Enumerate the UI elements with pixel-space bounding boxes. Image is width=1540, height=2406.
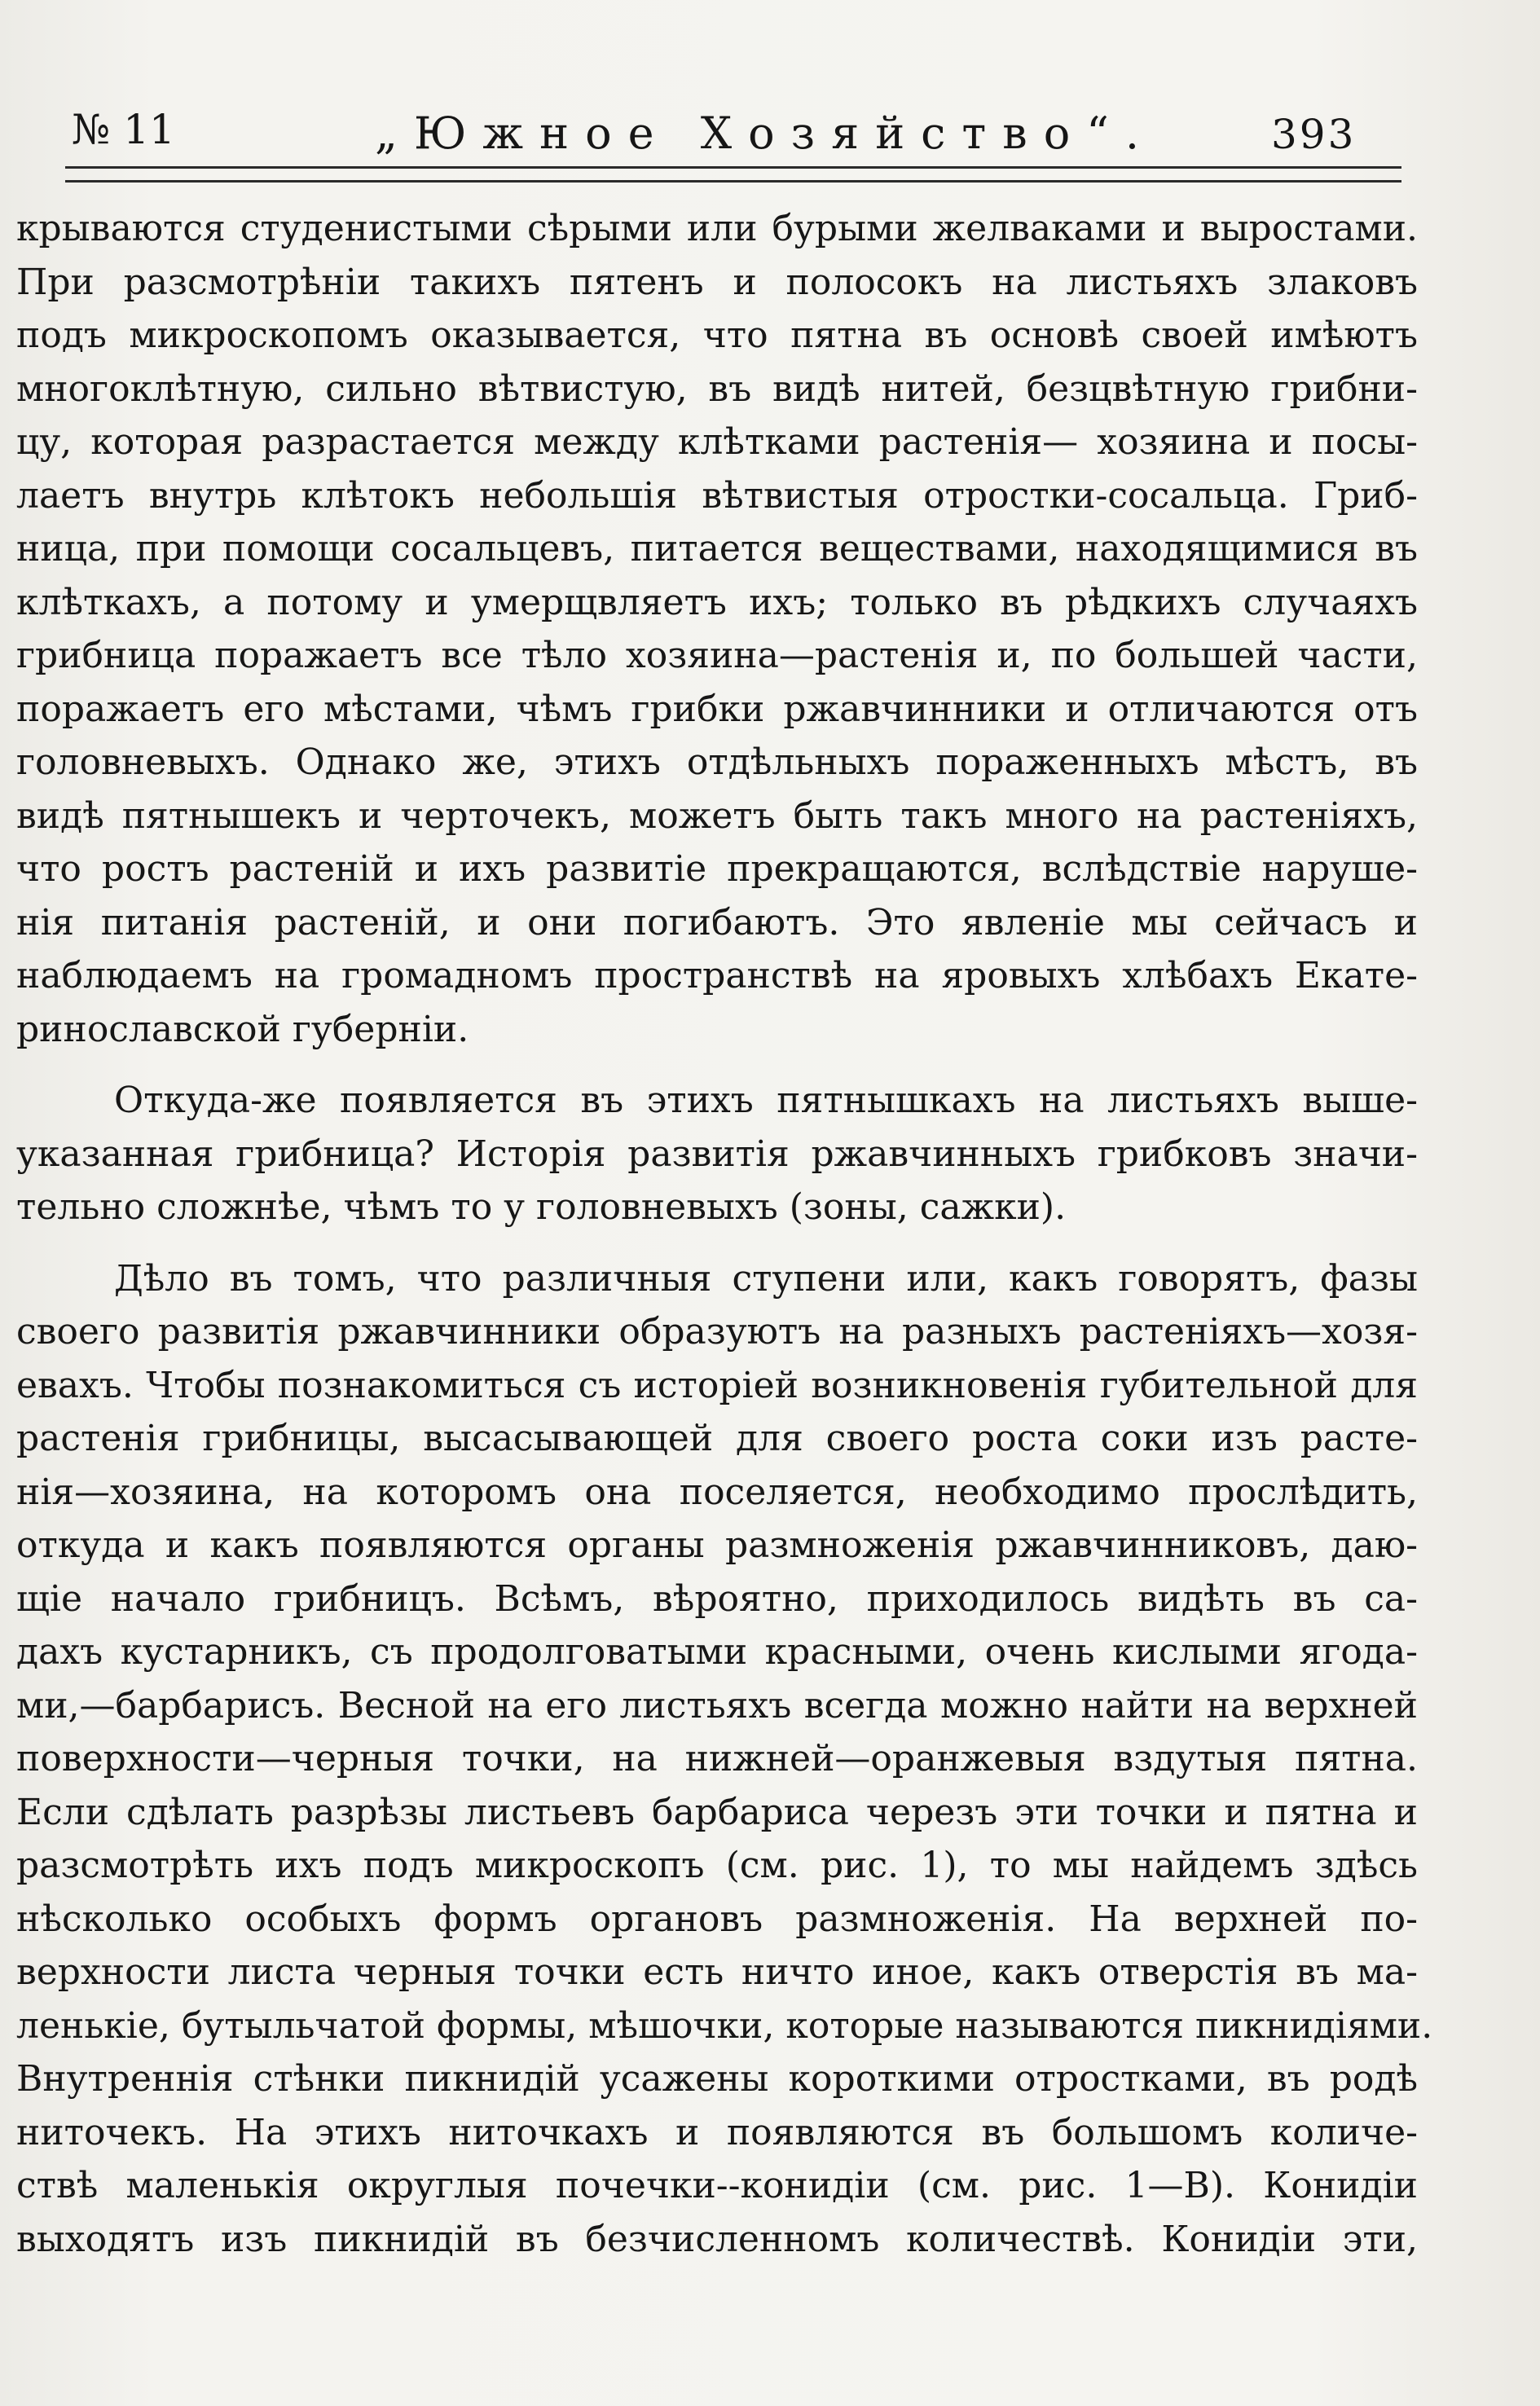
paragraph-1: [16, 202, 1418, 1056]
text-line: видѣ пятнышекъ и черточекъ, можетъ быть такъ много на растеніяхъ,: [16, 794, 1418, 837]
article-body: [16, 202, 1433, 2266]
page-number: 393: [1271, 111, 1357, 158]
text-line: тельно сложнѣе, чѣмъ то у головневыхъ (зоны, сажки).: [16, 1186, 1067, 1228]
text-line: разсмотрѣть ихъ подъ микроскопъ (см. рис. 1), то мы найдемъ здѣсь: [16, 1845, 1418, 1886]
running-header: [49, 96, 1401, 169]
text-line: При разсмотрѣніи такихъ пятенъ и полосокъ на листьяхъ злаковъ: [16, 261, 1418, 303]
text-line: ствѣ маленькія округлыя почечки--конидіи (см. рис. 1—В). Конидіи: [16, 2165, 1418, 2206]
header-rule: [65, 166, 1401, 183]
text-line: головневыхъ. Однако же, этихъ отдѣльныхъ пораженныхъ мѣстъ, въ: [16, 741, 1418, 783]
text-line: растенія грибницы, высасывающей для своего роста соки изъ расте-: [16, 1418, 1418, 1459]
text-line: ниточекъ. На этихъ ниточкахъ и появляются въ большомъ количе-: [16, 2111, 1418, 2153]
text-line: евахъ. Чтобы познакомиться съ исторіей возникновенія губительной для: [16, 1364, 1418, 1406]
text-line: клѣткахъ, а потому и умерщвляетъ ихъ; только въ рѣдкихъ случаяхъ: [16, 581, 1418, 623]
text-line: цу, которая разрастается между клѣтками растенія— хозяина и посы-: [16, 421, 1418, 463]
text-line: грибница поражаетъ все тѣло хозяина—растенія и, по большей части,: [16, 635, 1418, 676]
text-line: указанная грибница? Исторія развитія ржавчинныхъ грибковъ значи-: [16, 1133, 1418, 1175]
text-line: что ростъ растеній и ихъ развитіе прекращаются, вслѣдствіе наруше-: [16, 848, 1418, 890]
text-line: нѣсколько особыхъ формъ органовъ размноженія. На верхней по-: [16, 1898, 1418, 1940]
text-line: выходятъ изъ пикнидій въ безчисленномъ количествѣ. Конидіи эти,: [16, 2218, 1418, 2260]
paragraph-2: [16, 1074, 1418, 1234]
text-line: поражаетъ его мѣстами, чѣмъ грибки ржавчинники и отличаются отъ: [16, 688, 1418, 730]
text-line: крываются студенистыми сѣрыми или бурыми желваками и выростами.: [16, 208, 1418, 249]
text-line: щіе начало грибницъ. Всѣмъ, вѣроятно, приходилось видѣть въ са-: [16, 1577, 1418, 1620]
journal-title: „Южное Хозяйство“.: [375, 108, 1155, 159]
text-line: ринославской губерніи.: [16, 1008, 469, 1050]
text-line: Дѣло въ томъ, что различныя ступени или, какъ говорятъ, фазы: [114, 1257, 1418, 1300]
text-line: ница, при помощи сосальцевъ, питается веществами, находящимися въ: [16, 528, 1418, 570]
text-line: ми,—барбарисъ. Весной на его листьяхъ всегда можно найти на верхней: [16, 1684, 1418, 1726]
text-line: многоклѣтную, сильно вѣтвистую, въ видѣ нитей, безцвѣтную грибни-: [16, 367, 1418, 410]
text-line: Если сдѣлать разрѣзы листьевъ барбариса черезъ эти точки и пятна и: [16, 1791, 1418, 1833]
text-line: поверхности—черныя точки, на нижней—оранжевыя вздутыя пятна.: [16, 1738, 1418, 1779]
text-line: верхности листа черныя точки есть ничто иное, какъ отверстія въ ма-: [16, 1951, 1418, 1993]
text-line: наблюдаемъ на громадномъ пространствѣ на яровыхъ хлѣбахъ Екате-: [16, 955, 1418, 996]
issue-number: № 11: [72, 106, 175, 153]
paragraph-3: [16, 1252, 1433, 2267]
text-line: ленькіе, бутыльчатой формы, мѣшочки, которые называются пикнидіями.: [16, 2004, 1433, 2047]
text-line: своего развитія ржавчинники образуютъ на разныхъ растеніяхъ—хозя-: [16, 1311, 1418, 1353]
text-line: откуда и какъ появляются органы размноженія ржавчинниковъ, даю-: [16, 1524, 1418, 1566]
text-line: нія питанія растеній, и они погибаютъ. Это явленіе мы сейчасъ и: [16, 901, 1418, 943]
text-line: Внутреннія стѣнки пикнидій усажены короткими отростками, въ родѣ: [16, 2058, 1418, 2100]
text-line: дахъ кустарникъ, съ продолговатыми красными, очень кислыми ягода-: [16, 1631, 1418, 1673]
text-line: подъ микроскопомъ оказывается, что пятна въ основѣ своей имѣютъ: [16, 314, 1418, 356]
text-line: нія—хозяина, на которомъ она поселяется, необходимо прослѣдить,: [16, 1471, 1418, 1513]
text-line: лаетъ внутрь клѣтокъ небольшія вѣтвистыя отростки-сосальца. Гриб-: [16, 474, 1418, 517]
text-line: Откуда-же появляется въ этихъ пятнышкахъ на листьяхъ выше-: [114, 1080, 1418, 1121]
